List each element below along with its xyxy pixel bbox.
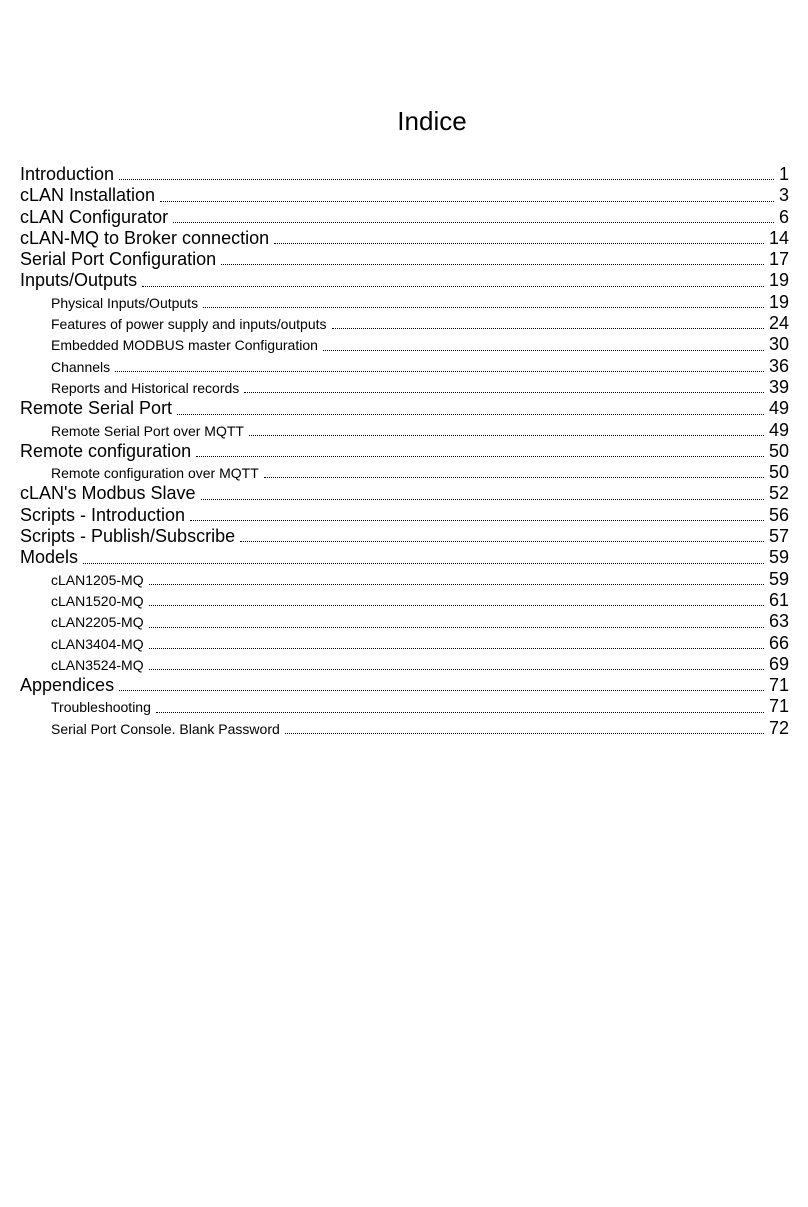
toc-entry[interactable] bbox=[20, 633, 789, 654]
toc-entry[interactable] bbox=[20, 483, 789, 504]
toc-entry-page-number: 49 bbox=[768, 419, 789, 440]
dot-leader bbox=[274, 241, 764, 244]
toc-entry-page-number: 3 bbox=[778, 185, 789, 206]
toc-entry-page-number: 30 bbox=[768, 334, 789, 355]
dot-leader bbox=[203, 305, 764, 308]
dot-leader bbox=[177, 412, 764, 415]
dot-leader bbox=[173, 220, 774, 223]
toc-entry-label: Scripts - Publish/Subscribe bbox=[20, 526, 236, 547]
toc-entry-label: cLAN-MQ to Broker connection bbox=[20, 227, 270, 248]
toc-entry-label: Reports and Historical records bbox=[51, 379, 240, 396]
toc-entry[interactable] bbox=[20, 505, 789, 526]
toc-entry-page-number: 1 bbox=[778, 164, 789, 184]
toc-entry[interactable] bbox=[20, 441, 789, 462]
dot-leader bbox=[149, 667, 764, 670]
dot-leader bbox=[332, 326, 764, 329]
toc-entry[interactable] bbox=[20, 547, 789, 568]
toc-entry-page-number: 6 bbox=[778, 206, 789, 227]
toc-entry-page-number: 50 bbox=[768, 462, 789, 483]
toc-entry[interactable] bbox=[20, 654, 789, 675]
toc-entry-page-number: 50 bbox=[768, 440, 789, 461]
dot-leader bbox=[285, 731, 764, 734]
toc-entry-label: cLAN1520-MQ bbox=[51, 592, 144, 609]
dot-leader bbox=[119, 177, 774, 180]
toc-entry-label: cLAN Installation bbox=[20, 185, 156, 206]
toc-entry[interactable] bbox=[20, 611, 789, 632]
toc-entry[interactable] bbox=[20, 569, 789, 590]
dot-leader bbox=[119, 688, 764, 691]
dot-leader bbox=[201, 497, 764, 500]
toc-entry-label: Scripts - Introduction bbox=[20, 504, 186, 525]
toc-entry-label: Serial Port Configuration bbox=[20, 249, 217, 270]
toc-entry-page-number: 59 bbox=[768, 547, 789, 568]
dot-leader bbox=[156, 710, 764, 713]
toc-entry-page-number: 56 bbox=[768, 504, 789, 525]
toc-entry-page-number: 61 bbox=[768, 589, 789, 610]
toc-entry-page-number: 39 bbox=[768, 376, 789, 397]
toc-entry-label: cLAN Configurator bbox=[20, 206, 169, 227]
toc-entry[interactable] bbox=[20, 377, 789, 398]
toc-entry[interactable] bbox=[20, 526, 789, 547]
page-title: Indice bbox=[397, 106, 467, 136]
toc-entry-label: Inputs/Outputs bbox=[20, 270, 138, 291]
toc-entry[interactable] bbox=[20, 228, 789, 249]
toc-entry-page-number: 71 bbox=[768, 696, 789, 717]
toc-entry-page-number: 52 bbox=[768, 483, 789, 504]
dot-leader bbox=[196, 454, 764, 457]
toc-entry-label: Physical Inputs/Outputs bbox=[51, 294, 199, 311]
toc-entry-page-number: 72 bbox=[768, 717, 789, 738]
toc-entry-label: Remote Serial Port bbox=[20, 398, 173, 419]
toc-entry-page-number: 63 bbox=[768, 611, 789, 632]
toc-entry-page-number: 36 bbox=[768, 355, 789, 376]
toc-entry-page-number: 19 bbox=[768, 270, 789, 291]
toc-entry-page-number: 14 bbox=[768, 227, 789, 248]
toc-entry-page-number: 59 bbox=[768, 568, 789, 589]
toc-entry[interactable] bbox=[20, 292, 789, 313]
toc-entry-page-number: 24 bbox=[768, 313, 789, 334]
toc-entry[interactable] bbox=[20, 462, 789, 483]
toc-entry-label: cLAN2205-MQ bbox=[51, 614, 144, 631]
toc-entry-page-number: 69 bbox=[768, 653, 789, 674]
toc-entry-label: Channels bbox=[51, 358, 111, 375]
toc-entry-label: Models bbox=[20, 547, 79, 568]
toc-entry-label: Features of power supply and inputs/outputs bbox=[51, 316, 327, 333]
table-of-contents bbox=[20, 164, 789, 739]
dot-leader bbox=[149, 646, 764, 649]
toc-entry[interactable] bbox=[20, 590, 789, 611]
dot-leader bbox=[115, 369, 764, 372]
toc-entry-label: Embedded MODBUS master Configuration bbox=[51, 337, 318, 354]
toc-entry[interactable] bbox=[20, 420, 789, 441]
toc-entry[interactable] bbox=[20, 356, 789, 377]
toc-entry-page-number: 57 bbox=[768, 526, 789, 547]
dot-leader bbox=[249, 433, 764, 436]
toc-entry-label: cLAN3404-MQ bbox=[51, 635, 144, 652]
toc-entry-label: Remote configuration bbox=[20, 440, 192, 461]
toc-entry-label: cLAN's Modbus Slave bbox=[20, 483, 196, 504]
toc-entry[interactable] bbox=[20, 249, 789, 270]
toc-entry-label: cLAN3524-MQ bbox=[51, 656, 144, 673]
dot-leader bbox=[83, 561, 764, 564]
toc-entry-label: cLAN1205-MQ bbox=[51, 571, 144, 588]
toc-entry-label: Introduction bbox=[20, 164, 115, 184]
dot-leader bbox=[149, 603, 764, 606]
toc-entry[interactable] bbox=[20, 270, 789, 291]
dot-leader bbox=[240, 539, 764, 542]
toc-entry-label: Remote Serial Port over MQTT bbox=[51, 422, 244, 439]
dot-leader bbox=[149, 582, 764, 585]
toc-entry[interactable] bbox=[20, 675, 789, 696]
toc-entry-label: Serial Port Console. Blank Password bbox=[51, 720, 280, 737]
toc-entry-label: Appendices bbox=[20, 675, 115, 696]
dot-leader bbox=[221, 262, 764, 265]
toc-entry[interactable] bbox=[20, 185, 789, 206]
toc-entry-page-number: 49 bbox=[768, 398, 789, 419]
toc-entry[interactable] bbox=[20, 313, 789, 334]
toc-entry-page-number: 19 bbox=[768, 291, 789, 312]
toc-entry[interactable] bbox=[20, 207, 789, 228]
dot-leader bbox=[149, 625, 764, 628]
dot-leader bbox=[264, 475, 764, 478]
dot-leader bbox=[142, 284, 764, 287]
toc-entry-page-number: 17 bbox=[768, 249, 789, 270]
dot-leader bbox=[244, 390, 764, 393]
toc-entry-page-number: 71 bbox=[768, 675, 789, 696]
dot-leader bbox=[323, 348, 764, 351]
toc-entry[interactable] bbox=[20, 164, 789, 185]
toc-entry[interactable] bbox=[20, 334, 789, 355]
dot-leader bbox=[190, 518, 764, 521]
toc-entry[interactable] bbox=[20, 398, 789, 419]
toc-entry[interactable] bbox=[20, 718, 789, 739]
dot-leader bbox=[160, 199, 774, 202]
toc-entry-label: Remote configuration over MQTT bbox=[51, 465, 259, 482]
toc-entry[interactable] bbox=[20, 696, 789, 717]
toc-entry-label: Troubleshooting bbox=[51, 699, 151, 716]
toc-entry-page-number: 66 bbox=[768, 632, 789, 653]
